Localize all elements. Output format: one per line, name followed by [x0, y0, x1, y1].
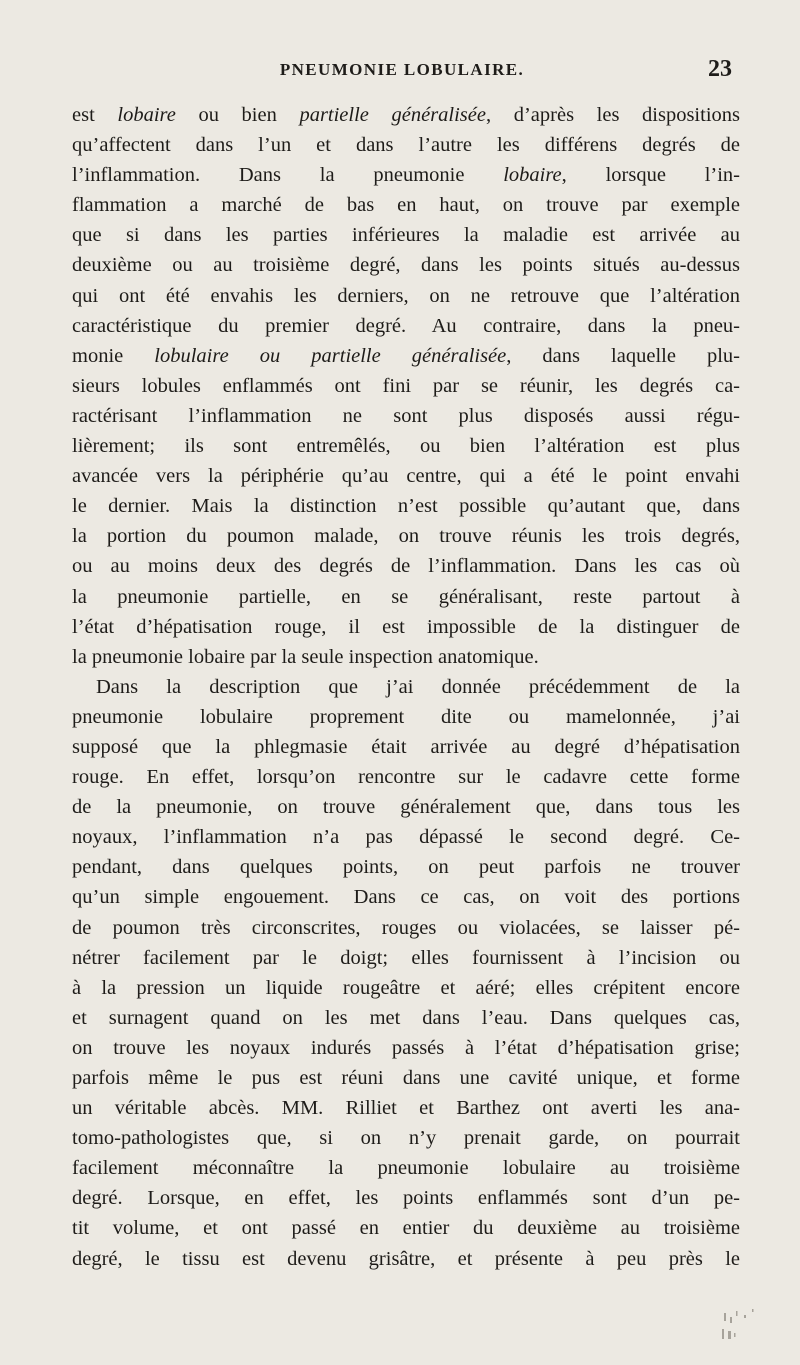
text-line	[72, 341, 740, 371]
body-text	[72, 100, 740, 1274]
text-segment: Dans la description que j’ai donnée précédemment de la	[96, 675, 740, 698]
text-segment: l’inflammation. Dans la pneumonie	[72, 164, 504, 187]
text-segment: ou au moins deux des degrés de l’inflammation. Dans les cas où	[72, 555, 740, 578]
text-segment: pendant, dans quelques points, on peut parfois ne trouver	[72, 856, 740, 879]
text-line	[72, 792, 740, 822]
text-line	[72, 732, 740, 762]
text-line	[72, 190, 740, 220]
text-segment: degré. Lorsque, en effet, les points enflammés sont d’un pe-	[72, 1187, 740, 1210]
text-line	[72, 1033, 740, 1063]
text-line	[72, 160, 740, 190]
text-segment: la pneumonie partielle, en se généralisant, reste partout à	[72, 585, 740, 608]
ink-smudge-mark	[716, 1307, 764, 1347]
text-segment: qu’affectent dans l’un et dans l’autre les différens degrés de	[72, 134, 740, 157]
text-segment: un véritable abcès. MM. Rilliet et Barthez ont averti les ana-	[72, 1097, 740, 1120]
text-line	[72, 913, 740, 943]
text-segment: sieurs lobules enflammés ont fini par se réunir, les degrés ca-	[72, 374, 740, 397]
text-line	[72, 1003, 740, 1033]
text-segment: on trouve les noyaux indurés passés à l’état d’hépatisation grise;	[72, 1036, 740, 1059]
text-segment: lièrement; ils sont entremêlés, ou bien l’altération est plus	[72, 435, 740, 458]
text-line	[72, 1063, 740, 1093]
text-line	[72, 1183, 740, 1213]
text-segment: est	[72, 104, 118, 126]
text-segment: le dernier. Mais la distinction n’est possible qu’autant que, dans	[72, 495, 740, 518]
text-segment: nétrer facilement par le doigt; elles fournissent à l’incision ou	[72, 946, 740, 969]
text-line	[72, 852, 740, 882]
text-line	[72, 130, 740, 160]
text-line	[72, 491, 740, 521]
text-segment: que si dans les parties inférieures la maladie est arrivée au	[72, 224, 740, 247]
text-line	[72, 1244, 740, 1274]
text-line	[72, 371, 740, 401]
text-segment: de la pneumonie, on trouve généralement que, dans tous les	[72, 796, 740, 819]
italic-term: partielle généralisée	[299, 104, 486, 126]
text-segment: , d’après les dispositions	[486, 104, 740, 126]
text-segment: , lorsque l’in-	[561, 164, 740, 187]
text-line	[72, 220, 740, 250]
text-line	[72, 461, 740, 491]
text-segment: flammation a marché de bas en haut, on trouve par exemple	[72, 194, 740, 217]
text-segment: caractéristique du premier degré. Au contraire, dans la pneu-	[72, 314, 740, 337]
text-segment: pneumonie lobulaire proprement dite ou mamelonnée, j’ai	[72, 705, 740, 728]
page-number: 23	[708, 56, 732, 82]
text-line	[72, 672, 740, 702]
text-segment: qu’un simple engouement. Dans ce cas, on voit des portions	[72, 886, 740, 909]
text-line	[72, 762, 740, 792]
text-segment: et surnagent quand on les met dans l’eau. Dans quelques cas,	[72, 1006, 740, 1029]
text-segment: tomo-pathologistes que, si on n’y prenait garde, on pourrait	[72, 1127, 740, 1150]
italic-term: lobaire	[503, 164, 562, 187]
text-segment: parfois même le pus est réuni dans une cavité unique, et forme	[72, 1067, 740, 1089]
text-segment: facilement méconnaître la pneumonie lobulaire au troisième	[72, 1157, 740, 1180]
text-segment: monie	[72, 344, 155, 367]
text-line	[72, 973, 740, 1003]
text-segment: à la pression un liquide rougeâtre et aéré; elles crépitent encore	[72, 976, 740, 999]
text-line	[72, 882, 740, 912]
text-segment: l’état d’hépatisation rouge, il est impossible de la distinguer de	[72, 615, 740, 638]
text-segment: degré, le tissu est devenu grisâtre, et présente à peu près le	[72, 1247, 740, 1270]
text-line	[72, 1093, 740, 1123]
text-line	[72, 943, 740, 973]
text-segment: tit volume, et ont passé en entier du deuxième au troisième	[72, 1217, 740, 1240]
text-line	[72, 1213, 740, 1243]
text-line	[72, 1123, 740, 1153]
text-segment: supposé que la phlegmasie était arrivée au degré d’hépatisation	[72, 735, 740, 758]
running-title: PNEUMONIE LOBULAIRE.	[279, 60, 525, 79]
text-segment: noyaux, l’inflammation n’a pas dépassé le second degré. Ce-	[72, 826, 740, 849]
text-line	[72, 551, 740, 581]
text-line	[72, 401, 740, 431]
text-line	[72, 642, 740, 672]
text-line	[72, 431, 740, 461]
text-segment: la portion du poumon malade, on trouve réunis les trois degrés,	[72, 525, 740, 548]
text-segment: ractérisant l’inflammation ne sont plus disposés aussi régu-	[72, 404, 740, 427]
text-segment: qui ont été envahis les derniers, on ne retrouve que l’altération	[72, 284, 740, 307]
text-line	[72, 582, 740, 612]
text-segment: de poumon très circonscrites, rouges ou violacées, se laisser pé-	[72, 916, 740, 939]
text-line	[72, 612, 740, 642]
text-line	[72, 822, 740, 852]
text-line	[72, 250, 740, 280]
text-line	[72, 281, 740, 311]
italic-term: lobaire	[117, 104, 176, 126]
text-segment: , dans laquelle plu-	[506, 344, 740, 367]
text-line	[72, 702, 740, 732]
text-segment: rouge. En effet, lorsqu’on rencontre sur le cadavre cette forme	[72, 766, 740, 789]
text-segment: ou bien	[175, 104, 300, 126]
text-line	[72, 100, 740, 130]
text-segment: avancée vers la périphérie qu’au centre, qui a été le point envahi	[72, 465, 740, 488]
text-line	[72, 1153, 740, 1183]
text-line	[72, 311, 740, 341]
italic-term: lobulaire ou partielle généralisée	[154, 344, 507, 367]
running-head	[72, 56, 732, 88]
text-segment: la pneumonie lobaire par la seule inspection anatomique.	[72, 645, 539, 668]
text-segment: deuxième ou au troisième degré, dans les points situés au-dessus	[72, 254, 740, 277]
text-line	[72, 521, 740, 551]
